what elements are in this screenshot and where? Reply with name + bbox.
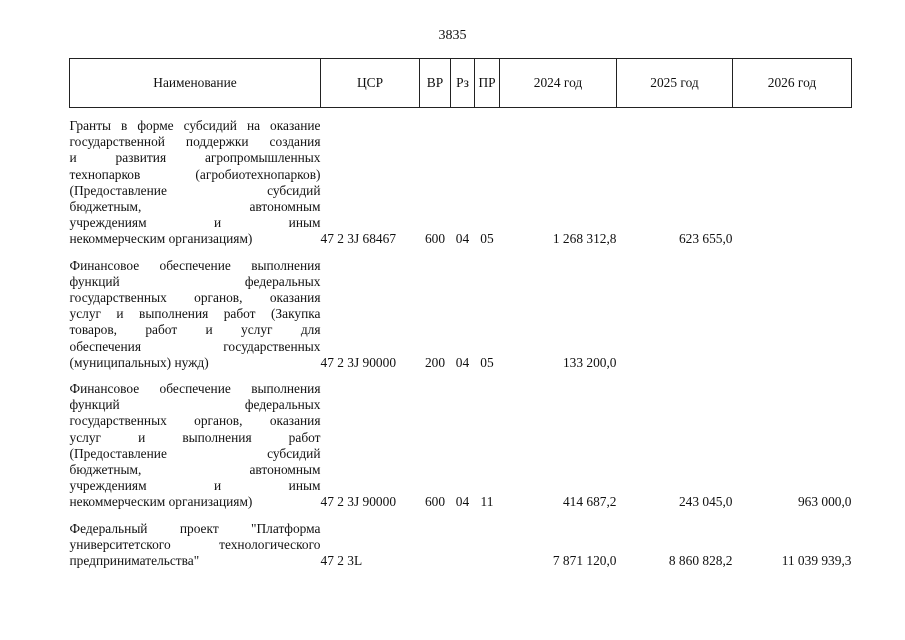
row-2024: 1 268 312,8	[552, 231, 617, 247]
header-name: Наименование	[70, 59, 321, 108]
row-vr	[420, 521, 451, 570]
table-row	[70, 381, 852, 511]
header-2024: 2024 год	[500, 59, 617, 108]
row-rz: 04	[455, 494, 470, 510]
row-name-line: государственных органов, оказания	[69, 290, 321, 306]
row-spacer	[70, 248, 852, 258]
budget-table	[69, 58, 852, 569]
table-header-row	[70, 59, 852, 108]
row-2026	[733, 118, 852, 248]
row-name-line: университетского технологического	[69, 536, 321, 552]
row-name-line: Финансовое обеспечение выполнения	[69, 257, 321, 273]
row-vr: 600	[424, 231, 446, 247]
row-name	[70, 521, 321, 570]
row-name-line: технопарков (агробиотехнопарков)	[69, 166, 321, 182]
header-pr: ПР	[475, 59, 500, 108]
row-name-line: товаров, работ и услуг для	[69, 322, 321, 338]
row-name-line: бюджетным, автономным	[69, 462, 321, 478]
row-name	[70, 118, 321, 248]
row-name	[70, 258, 321, 371]
row-rz: 04	[455, 354, 470, 370]
table-row	[70, 258, 852, 371]
row-2024: 133 200,0	[562, 354, 617, 370]
row-spacer	[70, 371, 852, 381]
table-body	[70, 108, 852, 570]
row-2026: 11 039 939,3	[781, 553, 852, 569]
table-row	[70, 521, 852, 570]
row-2026: 963 000,0	[797, 494, 852, 510]
table-row	[70, 118, 852, 248]
row-pr: 11	[480, 494, 494, 510]
row-name-line: (Предоставление субсидий	[69, 182, 321, 198]
row-name-line: функций федеральных	[69, 273, 321, 289]
row-name-line: предпринимательства"	[69, 553, 200, 569]
row-vr: 200	[424, 354, 446, 370]
row-name-line: услуг и выполнения работ	[69, 429, 321, 445]
row-2025: 243 045,0	[678, 494, 733, 510]
row-name	[70, 381, 321, 511]
row-name-line: учреждениям и иным	[69, 478, 321, 494]
row-name-line: (муниципальных) нужд)	[69, 354, 209, 370]
row-csr: 47 2 3J 90000	[320, 354, 397, 370]
row-2026	[733, 258, 852, 371]
row-name-line: некоммерческим организациям)	[69, 494, 253, 510]
row-spacer	[70, 108, 852, 119]
row-2024: 7 871 120,0	[552, 553, 617, 569]
row-2025	[617, 258, 733, 371]
row-vr: 600	[424, 494, 446, 510]
row-name-line: услуг и выполнения работ (Закупка	[69, 306, 321, 322]
row-name-line: государственных органов, оказания	[69, 413, 321, 429]
header-2025: 2025 год	[617, 59, 733, 108]
header-2026: 2026 год	[733, 59, 852, 108]
row-2025: 8 860 828,2	[668, 553, 733, 569]
row-name-line: функций федеральных	[69, 397, 321, 413]
row-name-line: и развития агропромышленных	[69, 150, 321, 166]
row-name-line: Финансовое обеспечение выполнения	[69, 381, 321, 397]
row-2024: 414 687,2	[562, 494, 617, 510]
row-name-line: Федеральный проект "Платформа	[69, 520, 321, 536]
row-name-line: (Предоставление субсидий	[69, 445, 321, 461]
row-name-line: Гранты в форме субсидий на оказание	[69, 118, 321, 133]
row-spacer	[70, 511, 852, 521]
row-csr: 47 2 3J 68467	[320, 231, 397, 247]
header-vr: ВР	[420, 59, 451, 108]
page-number: 3835	[438, 28, 467, 43]
row-2025: 623 655,0	[678, 231, 733, 247]
row-name-line: государственной поддержки создания	[69, 134, 321, 150]
header-rz: Рз	[451, 59, 475, 108]
row-pr	[475, 521, 500, 570]
row-pr: 05	[480, 354, 494, 370]
row-csr: 47 2 3J 90000	[320, 494, 397, 510]
row-pr: 05	[480, 231, 494, 247]
row-name-line: некоммерческим организациям)	[69, 231, 253, 247]
row-name-line: учреждениям и иным	[69, 215, 321, 231]
row-csr: 47 2 3L	[320, 553, 363, 569]
row-rz: 04	[455, 231, 470, 247]
row-name-line: обеспечения государственных	[69, 338, 321, 354]
row-rz	[451, 521, 475, 570]
row-name-line: бюджетным, автономным	[69, 199, 321, 215]
header-csr: ЦСР	[321, 59, 420, 108]
